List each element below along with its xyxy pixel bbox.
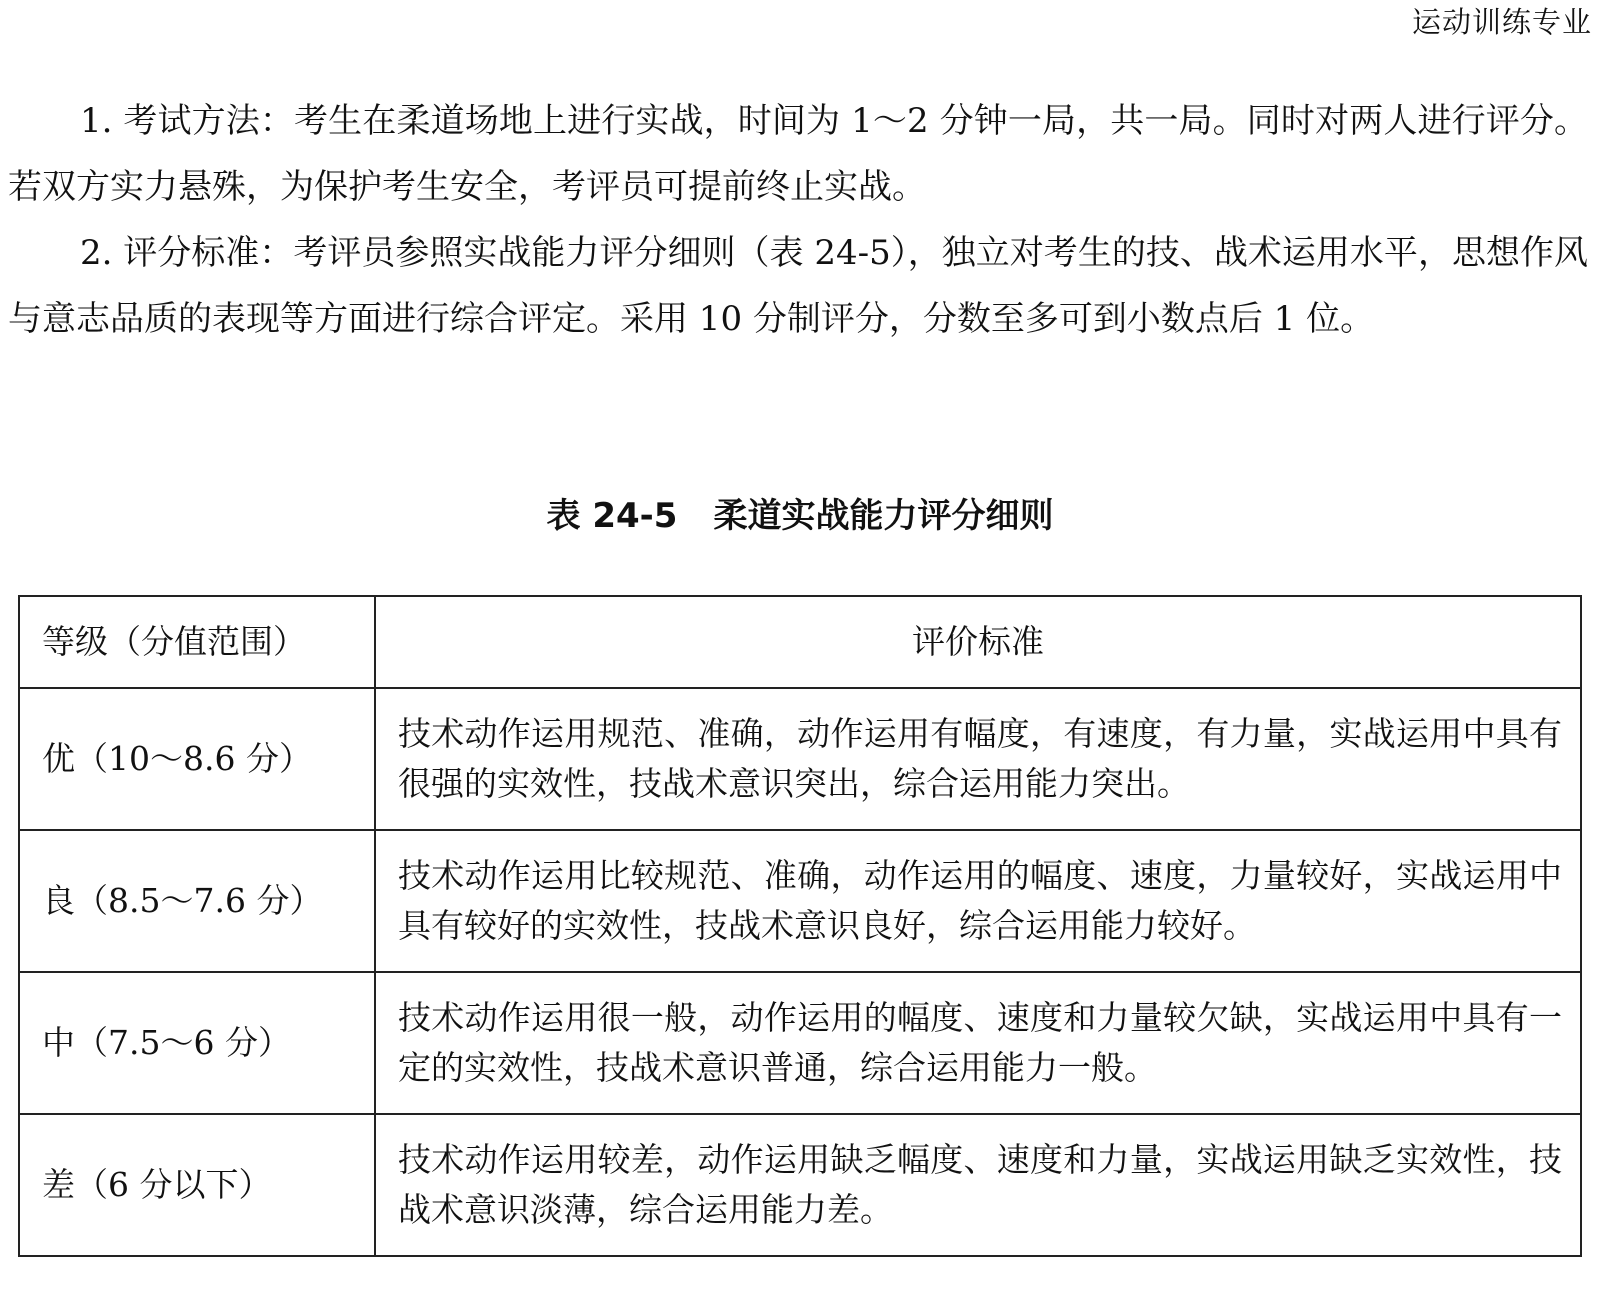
grade-column-header: 等级（分值范围） [19,596,375,688]
paragraph-scoring-standard: 2. 评分标准：考评员参照实战能力评分细则（表 24-5），独立对考生的技、战术运用水平，思想作风与意志品质的表现等方面进行综合评定。采用 10 分制评分，分数至多可到小数点后 1 位。 [8,233,1588,339]
grade-cell: 良（8.5～7.6 分） [19,830,375,972]
grade-cell: 优（10～8.6 分） [19,688,375,830]
running-header: 运动训练专业 [1411,5,1592,39]
table-row [19,688,1581,830]
table-caption-number: 表 24-5 [546,496,678,536]
criteria-cell: 技术动作运用很一般，动作运用的幅度、速度和力量较欠缺，实战运用中具有一定的实效性，技战术意识普通，综合运用能力一般。 [375,972,1581,1114]
scoring-criteria-table [18,595,1582,1257]
table-header-row [19,596,1581,688]
table-caption-title: 柔道实战能力评分细则 [713,496,1054,536]
criteria-column-header: 评价标准 [375,596,1581,688]
table-row [19,972,1581,1114]
grade-cell: 中（7.5～6 分） [19,972,375,1114]
criteria-cell: 技术动作运用规范、准确，动作运用有幅度，有速度，有力量，实战运用中具有很强的实效性，技战术意识突出，综合运用能力突出。 [375,688,1581,830]
paragraph-exam-method: 1. 考试方法：考生在柔道场地上进行实战，时间为 1～2 分钟一局，共一局。同时对两人进行评分。若双方实力悬殊，为保护考生安全，考评员可提前终止实战。 [8,101,1588,207]
criteria-cell: 技术动作运用较差，动作运用缺乏幅度、速度和力量，实战运用缺乏实效性，技战术意识淡薄，综合运用能力差。 [375,1114,1581,1256]
table-row [19,830,1581,972]
grade-cell: 差（6 分以下） [19,1114,375,1256]
body-text [8,88,1588,352]
table-row [19,1114,1581,1256]
table-caption [0,488,1600,544]
criteria-cell: 技术动作运用比较规范、准确，动作运用的幅度、速度，力量较好，实战运用中具有较好的实效性，技战术意识良好，综合运用能力较好。 [375,830,1581,972]
